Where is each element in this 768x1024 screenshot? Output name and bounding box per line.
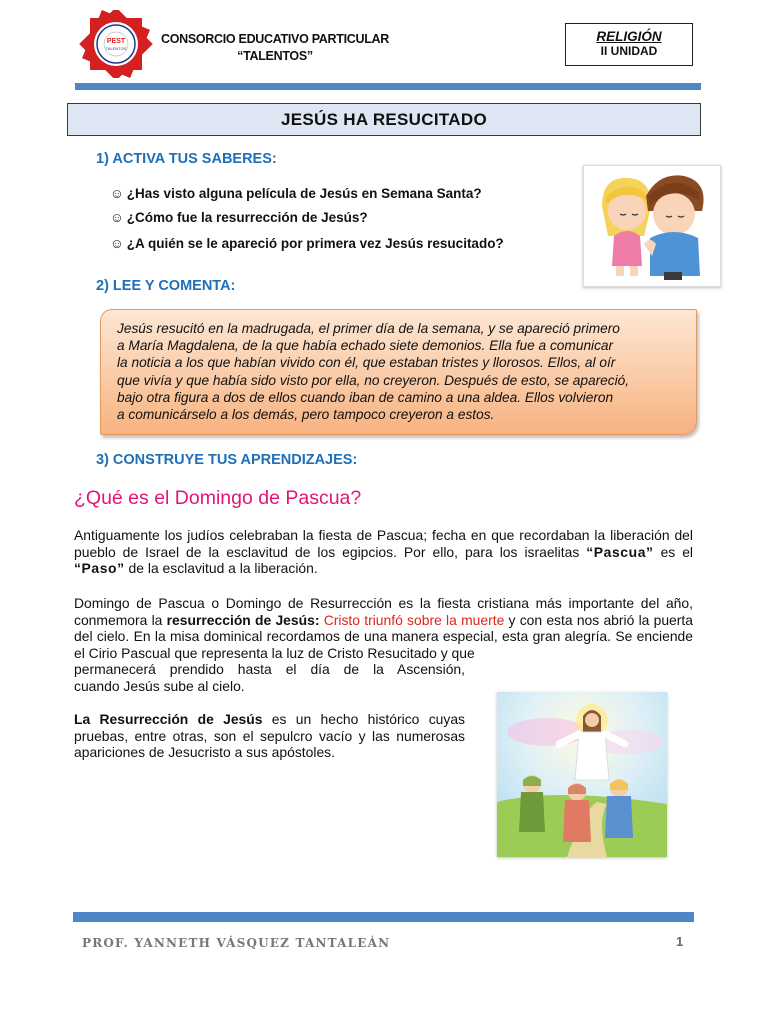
reading-line: a María Magdalena, de la que había echado siete demonios. Ella fue a comunicar xyxy=(117,338,614,354)
question-text: ¿Cómo fue la resurrección de Jesús? xyxy=(126,210,368,225)
section-2-heading: 2) LEE Y COMENTA: xyxy=(96,278,236,294)
footer-author: PROF. YANNETH VÁSQUEZ TANTALEÁN xyxy=(82,936,391,950)
header-divider xyxy=(75,83,701,90)
risen-jesus-illustration xyxy=(497,692,667,857)
school-name-line1: CONSORCIO EDUCATIVO PARTICULAR xyxy=(160,32,390,46)
paragraph-text: de la esclavitud a la liberación. xyxy=(124,560,318,577)
question-item xyxy=(110,236,504,251)
school-logo xyxy=(76,10,156,78)
subject-label: RELIGIÓN xyxy=(596,29,662,44)
reading-box xyxy=(100,309,697,435)
resurreccion-term: resurrección de Jesús: xyxy=(166,611,320,628)
question-item xyxy=(110,186,482,201)
pascua-heading: ¿Qué es el Domingo de Pascua? xyxy=(74,487,362,509)
pascua-term: “Pascua” xyxy=(586,543,654,560)
smiley-icon: ☺ xyxy=(110,186,124,201)
question-text: ¿Has visto alguna película de Jesús en Semana Santa? xyxy=(126,186,482,201)
paragraph-text: es el xyxy=(653,543,694,560)
paragraph-last-line: cuando Jesús sube al cielo. xyxy=(74,678,245,694)
smiley-icon: ☺ xyxy=(110,236,124,251)
resurreccion-title-term: La Resurrección de Jesús xyxy=(74,711,263,727)
highlight-text: Cristo triunfó sobre la muerte xyxy=(319,611,505,628)
smiley-icon: ☺ xyxy=(110,210,124,225)
unit-label: II UNIDAD xyxy=(600,44,658,58)
question-text: ¿A quién se le apareció por primera vez Jesús resucitado? xyxy=(126,236,504,251)
svg-text:PEST: PEST xyxy=(106,38,126,45)
reading-line: bajo otra figura a dos de ellos cuando iban de camino a una aldea. Ellos volvieron xyxy=(117,389,614,405)
question-item xyxy=(110,210,368,225)
paragraph-text: Antiguamente los judíos celebraban la fiesta de Pascua; fecha en que recordaban la liberación del pueblo de Israel de la esclavitud de los egipcios. Por ello, para los israelitas xyxy=(74,527,693,560)
school-name xyxy=(150,31,400,65)
reading-line: a comunicárselo a los demás, pero tampoco creyeron a estos. xyxy=(117,407,495,423)
paragraph-resurreccion-pruebas xyxy=(74,711,465,761)
svg-text:TALENTOS: TALENTOS xyxy=(105,46,127,51)
reading-line: que vivía y que había sido visto por ella, no creyeron. Después de esto, se apareció, xyxy=(117,372,630,388)
reading-line: Jesús resucitó en la madrugada, el primer día de la semana, y se apareció primero xyxy=(117,321,620,336)
paragraph-wrap-line: permanecerá prendido hasta el día de la Ascensión, xyxy=(74,661,465,677)
reading-line: la noticia a los que habían vivido con él, que estaban tristes y llorosos. Ellos, al oír xyxy=(117,355,616,371)
page-number: 1 xyxy=(676,934,684,949)
section-3-heading: 3) CONSTRUYE TUS APRENDIZAJES: xyxy=(96,452,358,468)
section-1-heading: 1) ACTIVA TUS SABERES: xyxy=(96,151,277,167)
page-title: JESÚS HA RESUCITADO xyxy=(67,103,701,136)
paragraph-domingo-resurreccion xyxy=(74,595,693,661)
praying-children-illustration xyxy=(583,165,721,287)
paso-term: “Paso” xyxy=(74,560,125,577)
paragraph-text: es un hecho histórico cuyas pruebas, entre otras, son el sepulcro vacío y las numerosas apariciones de Jesucristo a sus apóstoles. xyxy=(74,711,465,761)
paragraph-pascua-history xyxy=(74,527,693,577)
paragraph-text: Domingo de Pascua o Domingo de Resurrección es la fiesta cristiana más importante del año, conmemora la xyxy=(74,595,693,628)
footer-divider xyxy=(73,912,694,922)
school-name-line2: “TALENTOS” xyxy=(237,49,313,63)
paragraph-text: y con esta nos abrió la puerta del cielo. En la misa dominical recordamos de una manera especial, esta gran alegría. Se enciende el Cirio Pascual que representa la luz de Cristo Resucitado y que xyxy=(74,611,693,661)
subject-box xyxy=(565,23,693,66)
